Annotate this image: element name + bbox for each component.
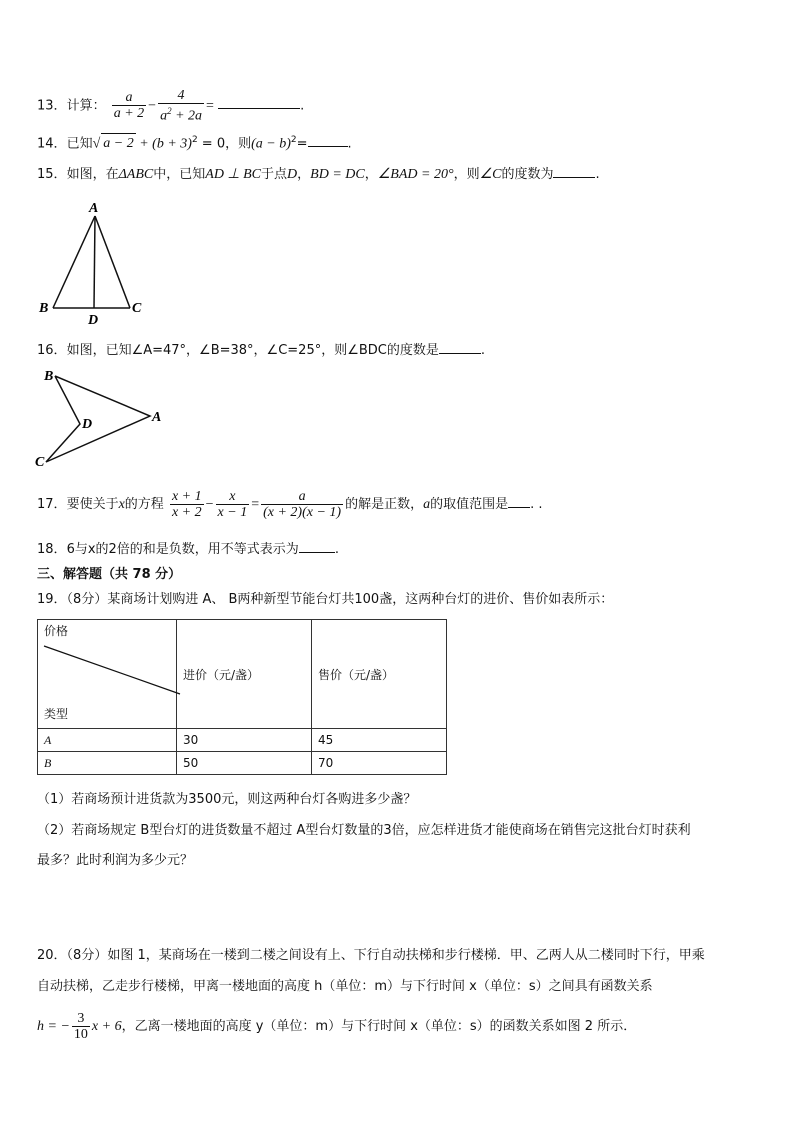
answer-blank[interactable] xyxy=(553,165,595,178)
question-19-part2-line2: 最多？此时利润为多少元？ xyxy=(37,853,194,868)
question-19-intro: 19．（8分）某商场计划购进 A、 B两种新型节能台灯共100盏，这两种台灯的进价、售价如表所示： xyxy=(37,592,614,607)
question-17: 17．要使关于x的方程 $\frac{x + 1}{x + 2}$ − $\frac{x}{x - 1}$ = $\frac{a}{(x + 2)(x - 1)}$ 的解是正数，a的取值范围是 . . xyxy=(37,489,543,520)
fraction: $\frac{a}{a + 2}$ xyxy=(113,90,145,122)
price-table xyxy=(37,619,447,775)
table-header-price: 售价（元/盏） xyxy=(312,620,447,729)
table-header-cost: 进价（元/盏） xyxy=(177,620,312,729)
label-c: C xyxy=(35,455,45,470)
answer-blank[interactable] xyxy=(299,540,335,553)
question-16: 16．如图，已知∠A=47°，∠B=38°，∠C=25°，则∠BDC的度数是 . xyxy=(37,343,486,358)
question-14: 14．已知√ $a - 2 + (b + 3)^2 = 0$，则$(a - b)^2=$ . xyxy=(37,130,352,154)
question-19-part1: （1）若商场预计进货款为3500元，则这两种台灯各购进多少盏？ xyxy=(37,792,417,807)
section-heading: 三、解答题（共 78 分） xyxy=(37,567,182,582)
edge-ad xyxy=(94,216,95,308)
table-corner-cell xyxy=(38,620,177,729)
label-b: B xyxy=(44,369,54,384)
question-15: 15．如图，在ΔABC中，已知AD ⊥ BC于点D，BD = DC，∠BAD = 20°，则∠C的度数为 . xyxy=(37,167,600,182)
answer-blank[interactable] xyxy=(308,134,348,147)
edge-ac xyxy=(95,216,130,308)
figure-triangle-abc xyxy=(35,198,155,328)
edge-ab xyxy=(53,216,95,308)
answer-blank[interactable] xyxy=(508,495,530,508)
question-20-line3: h = − $\frac{3}{10}$ x + 6，乙离一楼地面的高度 y（单位：m）与下行时间 x（单位：s）的函数关系如图 2 所示． xyxy=(37,1011,637,1042)
fraction: $\frac{x + 1}{x + 2}$ xyxy=(171,489,202,520)
fraction: $\frac{a}{(x + 2)(x - 1)}$ xyxy=(263,489,342,520)
answer-blank[interactable] xyxy=(218,96,300,109)
table-row: A 30 45 xyxy=(38,729,447,752)
figure-quadrilateral-bdca xyxy=(30,366,170,471)
label-d: D xyxy=(88,313,99,328)
question-13: 13．计算： $\frac{a}{a + 2}$ − $\frac{4}{a^2 + 2a}$ = . xyxy=(37,88,305,124)
label-b: B xyxy=(39,301,49,316)
label-a: A xyxy=(89,201,99,216)
question-20-line2: 自动扶梯，乙走步行楼梯，甲离一楼地面的高度 h（单位：m）与下行时间 x（单位：s）之间具有函数关系 xyxy=(37,979,653,994)
corner-top-label: 价格 xyxy=(44,624,69,638)
label-a: A xyxy=(152,410,162,425)
figure-outline xyxy=(46,376,150,462)
question-19-part2-line1: （2）若商场规定 B型台灯的进货数量不超过 A型台灯数量的3倍，应怎样进货才能使商场在销售完这批台灯时获利 xyxy=(37,823,691,838)
question-20-line1: 20．（8分）如图 1，某商场在一楼到二楼之间设有上、下行自动扶梯和步行楼梯．甲、乙两人从二楼同时下行，甲乘 xyxy=(37,948,705,963)
label-c: C xyxy=(132,301,142,316)
question-18: 18．6与x的2倍的和是负数，用不等式表示为 . xyxy=(37,542,339,557)
table-row: B 50 70 xyxy=(38,752,447,775)
fraction: $\frac{x}{x - 1}$ xyxy=(217,489,248,520)
label-d: D xyxy=(82,417,93,432)
corner-bottom-label: 类型 xyxy=(44,707,69,721)
fraction: $\frac{3}{10}$ xyxy=(73,1011,88,1042)
answer-blank[interactable] xyxy=(439,341,481,354)
fraction: $\frac{4}{a^2 + 2a}$ xyxy=(160,88,203,124)
